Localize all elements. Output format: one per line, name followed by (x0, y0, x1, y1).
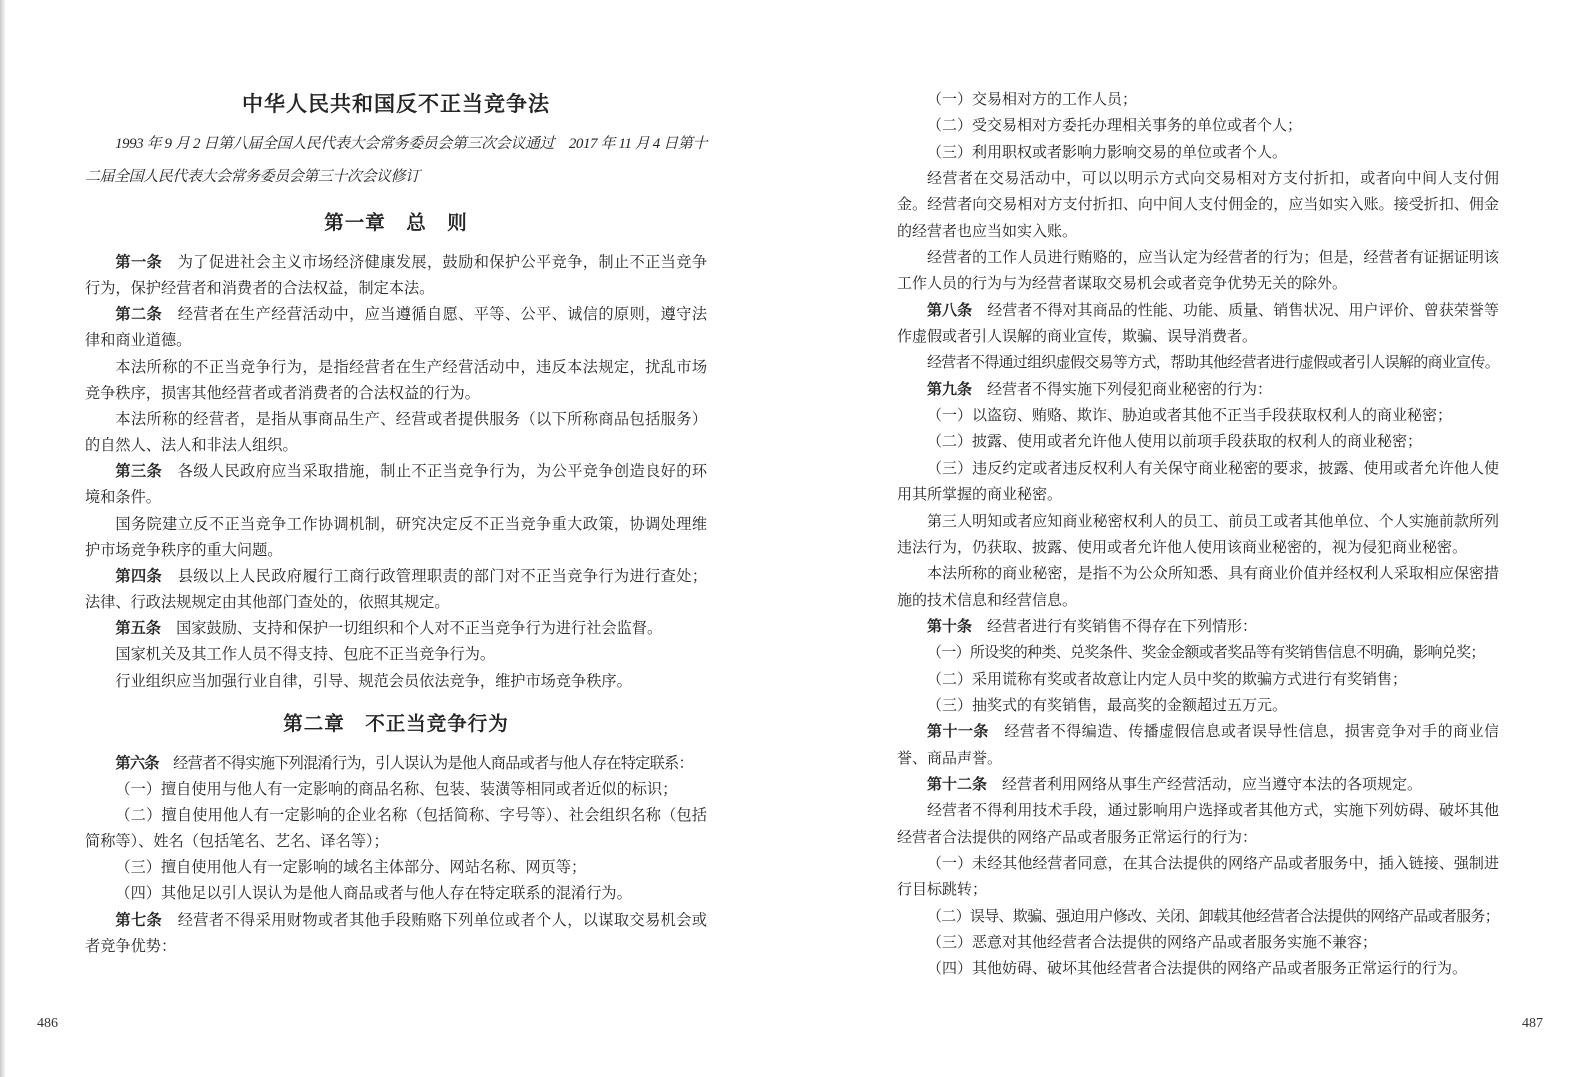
article-number: 第二条 (115, 306, 163, 324)
article-paragraph: 第三条 各级人民政府应当采取措施，制止不正当竞争行为，为公平竞争创造良好的环境和条件。 (85, 463, 708, 507)
paragraph: 国家机关及其工作人员不得支持、包庇不正当竞争行为。 (115, 646, 496, 664)
paragraph: 国务院建立反不正当竞争工作协调机制，研究决定反不正当竞争重大政策，协调处理维护市场竞争秩序的重大问题。 (85, 515, 707, 559)
paragraph: （二）采用谎称有奖或者故意让内定人员中奖的欺骗方式进行有奖销售； (927, 671, 1408, 688)
article-paragraph: 第八条 经营者不得对其商品的性能、功能、质量、销售状况、用户评价、曾获荣誉等作虚假或者引人误解的商业宣传，欺骗、误导消费者。 (897, 302, 1499, 346)
article-paragraph: 第二条 经营者在生产经营活动中，应当遵循自愿、平等、公平、诚信的原则，遵守法律和商业道德。 (85, 306, 708, 350)
article-number: 第八条 (927, 302, 973, 319)
paragraph: （四）其他妨碍、破坏其他经营者合法提供的网络产品或者服务正常运行的行为。 (927, 961, 1468, 978)
paragraph: （三）恶意对其他经营者合法提供的网络产品或者服务实施不兼容； (927, 935, 1378, 951)
paragraph: 行业组织应当加强行业自律，引导、规范会员依法竞争，维护市场竞争秩序。 (115, 672, 632, 690)
article-number: 第三条 (115, 463, 163, 481)
article-paragraph: 第十条 经营者进行有奖销售不得存在下列情形： (927, 618, 1258, 635)
article-number: 第五条 (115, 620, 161, 638)
paragraph: 本法所称的经营者，是指从事商品生产、经营或者提供服务（以下所称商品包括服务）的自然人、法人和非法人组织。 (85, 410, 707, 455)
paragraph: （三）抽奖式的有奖销售，最高奖的金额超过五万元。 (927, 697, 1288, 714)
article-paragraph: 第六条 经营者不得实施下列混淆行为，引人误认为是他人商品或者与他人存在特定联系： (115, 754, 693, 772)
paragraph: 经营者不得通过组织虚假交易等方式，帮助其他经营者进行虚假或者引人误解的商业宣传。 (927, 355, 1500, 372)
paragraph: （一）擅自使用与他人有一定影响的商品名称、包装、装潢等相同或者近似的标识； (115, 780, 678, 798)
paragraph: （一）以盗窃、贿赂、欺诈、胁迫或者其他不正当手段获取权利人的商业秘密； (927, 408, 1453, 425)
paragraph: （三）擅自使用他人有一定影响的域名主体部分、网站名称、网页等； (115, 859, 587, 877)
enactment-note: 1993 年 9 月 2 日第八届全国人民代表大会常务委员会第三次会议通过 2017 年 11 月 4 日第十二届全国人民代表大会常务委员会第三十次会议修订 (85, 136, 707, 185)
paragraph: （一）所设奖的种类、兑奖条件、奖金金额或者奖品等有奖销售信息不明确，影响兑奖； (927, 645, 1485, 662)
article-number: 第十条 (927, 618, 973, 635)
article-number: 第七条 (115, 911, 163, 929)
paragraph: 第三人明知或者应知商业秘密权利人的员工、前员工或者其他单位、个人实施前款所列违法行为，仍获取、披露、使用或者允许他人使用该商业秘密的，视为侵犯商业秘密。 (897, 513, 1499, 556)
article-number: 第十二条 (927, 776, 988, 793)
article-number: 第十一条 (927, 724, 989, 741)
article-paragraph: 第四条 县级以上人民政府履行工商行政管理职责的部门对不正当竞争行为进行查处；法律、行政法规规定由其他部门查处的，依照其规定。 (85, 567, 708, 612)
left-page (85, 0, 707, 960)
right-page (897, 87, 1499, 983)
article-paragraph: 第五条 国家鼓励、支持和保护一切组织和个人对不正当竞争行为进行社会监督。 (115, 620, 663, 638)
article-paragraph: 第十二条 经营者利用网络从事生产经营活动，应当遵守本法的各项规定。 (927, 776, 1423, 793)
paragraph: 经营者的工作人员进行贿赂的，应当认定为经营者的行为；但是，经营者有证据证明该工作人员的行为与为经营者谋取交易机会或者竞争优势无关的除外。 (897, 250, 1499, 293)
paragraph: （三）违反约定或者违反权利人有关保守商业秘密的要求，披露、使用或者允许他人使用其所掌握的商业秘密。 (897, 460, 1499, 504)
chapter-heading: 第二章 不正当竞争行为 (283, 712, 509, 735)
paragraph: （一）交易相对方的工作人员； (927, 92, 1138, 108)
article-paragraph: 第十一条 经营者不得编造、传播虚假信息或者误导性信息，损害竞争对手的商业信誉、商品声誉。 (897, 724, 1499, 767)
paragraph: 经营者在交易活动中，可以以明示方式向交易相对方支付折扣，或者向中间人支付佣金。经营者向交易相对方支付折扣、向中间人支付佣金的，应当如实入账。接受折扣、佣金的经营者也应当如实入账。 (897, 171, 1499, 240)
page-edge-shadow (0, 0, 6, 1077)
law-title: 中华人民共和国反不正当竞争法 (242, 92, 550, 116)
paragraph: 经营者不得利用技术手段，通过影响用户选择或者其他方式，实施下列妨碍、破坏其他经营者合法提供的网络产品或者服务正常运行的行为： (897, 803, 1499, 846)
article-number: 第六条 (115, 754, 159, 772)
paragraph: （一）未经其他经营者同意，在其合法提供的网络产品或者服务中，插入链接、强制进行目标跳转； (897, 855, 1499, 899)
page-number-right: 487 (1522, 1016, 1543, 1031)
article-paragraph: 第一条 为了促进社会主义市场经济健康发展，鼓励和保护公平竞争，制止不正当竞争行为，保护经营者和消费者的合法权益，制定本法。 (85, 254, 708, 298)
article-number: 第一条 (115, 254, 163, 271)
article-paragraph: 第九条 经营者不得实施下列侵犯商业秘密的行为： (927, 381, 1273, 398)
right-page-blocks (897, 87, 1499, 983)
article-number: 第四条 (115, 567, 163, 585)
paragraph: （二）受交易相对方委托办理相关事务的单位或者个人； (927, 118, 1303, 135)
page-number-left: 486 (37, 1016, 58, 1031)
paragraph: 本法所称的商业秘密，是指不为公众所知悉、具有商业价值并经权利人采取相应保密措施的技术信息和经营信息。 (897, 566, 1499, 609)
paragraph: 本法所称的不正当竞争行为，是指经营者在生产经营活动中，违反本法规定，扰乱市场竞争秩序，损害其他经营者或者消费者的合法权益的行为。 (85, 358, 707, 402)
paragraph: （二）披露、使用或者允许他人使用以前项手段获取的权利人的商业秘密； (927, 434, 1423, 451)
paragraph: （三）利用职权或者影响力影响交易的单位或者个人。 (927, 144, 1288, 161)
chapter-heading: 第一章 总 则 (324, 212, 468, 234)
paragraph: （二）误导、欺骗、强迫用户修改、关闭、卸载其他经营者合法提供的网络产品或者服务； (927, 908, 1500, 925)
article-number: 第九条 (927, 381, 973, 398)
paragraph: （四）其他足以引人误认为是他人商品或者与他人存在特定联系的混淆行为。 (115, 885, 632, 903)
left-page-blocks (85, 210, 707, 960)
paragraph: （二）擅自使用他人有一定影响的企业名称（包括简称、字号等）、社会组织名称（包括简称等）、姓名（包括笔名、艺名、译名等）； (85, 806, 707, 851)
article-paragraph: 第七条 经营者不得采用财物或者其他手段贿赂下列单位或者个人，以谋取交易机会或者竞争优势： (85, 911, 708, 955)
